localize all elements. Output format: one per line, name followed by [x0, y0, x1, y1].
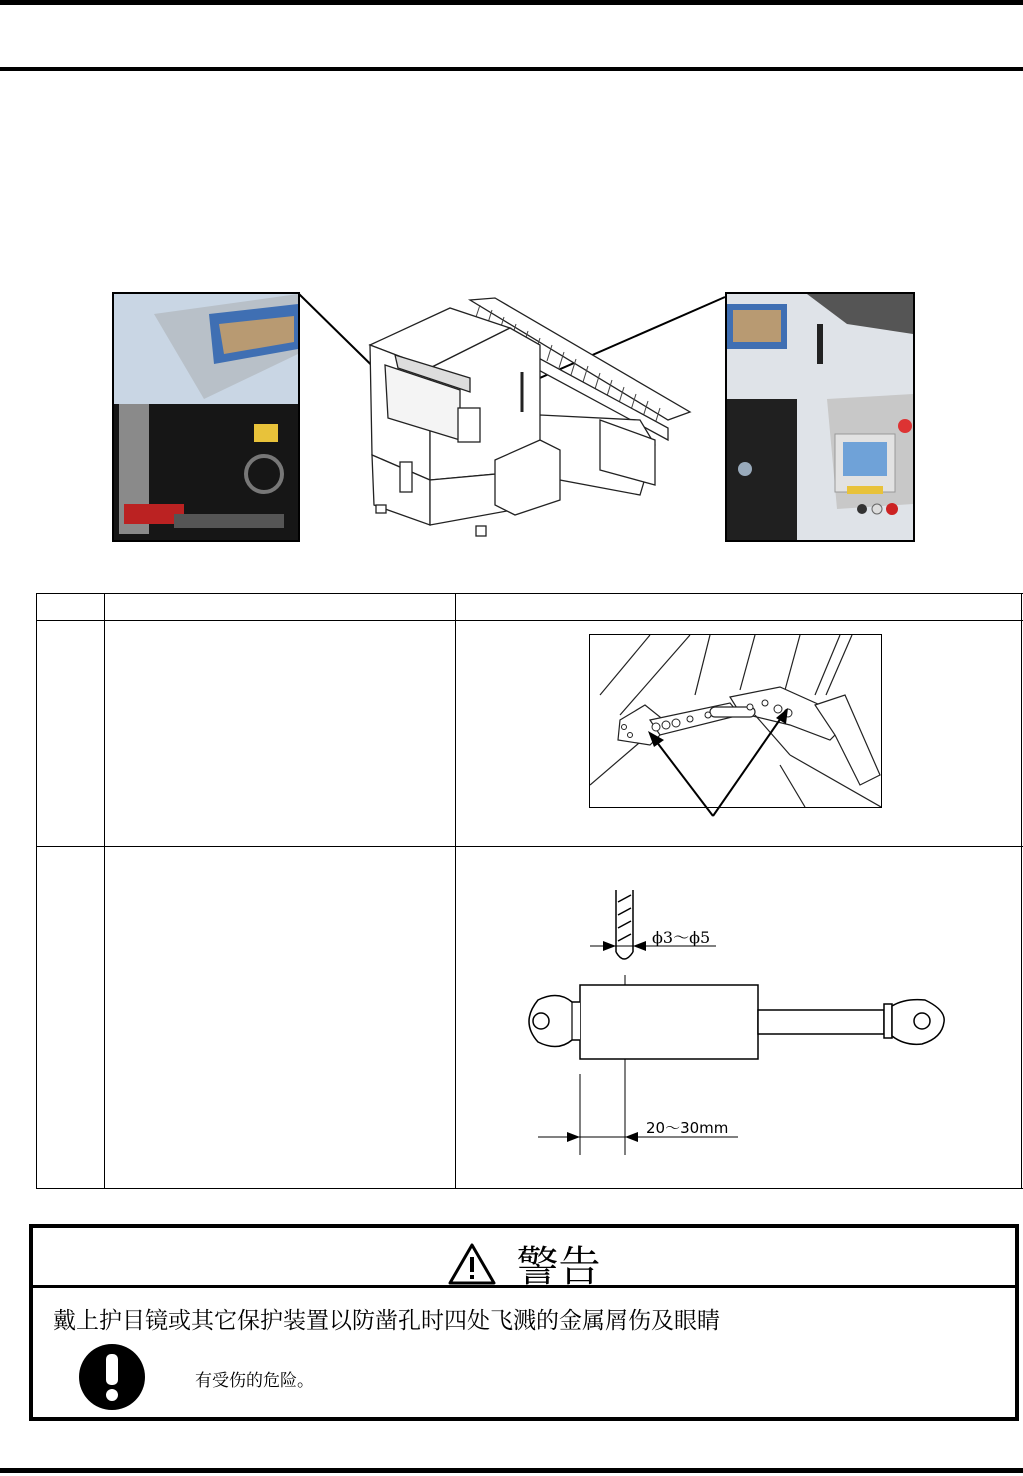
warning-box — [29, 1224, 1019, 1421]
warning-sub-message: 有受伤的危险。 — [195, 1371, 314, 1391]
drill-diameter-label: ϕ3～ϕ5 — [652, 928, 711, 947]
drill-bit — [616, 890, 633, 959]
footer-rule — [0, 1468, 1023, 1473]
warning-message: 戴上护目镜或其它保护装置以防凿孔时四处飞溅的金属屑伤及眼睛 — [53, 1308, 720, 1334]
warning-header — [33, 1228, 1015, 1291]
warning-title: 警告 — [516, 1242, 601, 1291]
offset-label: 20～30mm — [646, 1119, 729, 1137]
mandatory-exclamation-icon — [77, 1342, 147, 1412]
warning-triangle-icon — [447, 1242, 497, 1286]
